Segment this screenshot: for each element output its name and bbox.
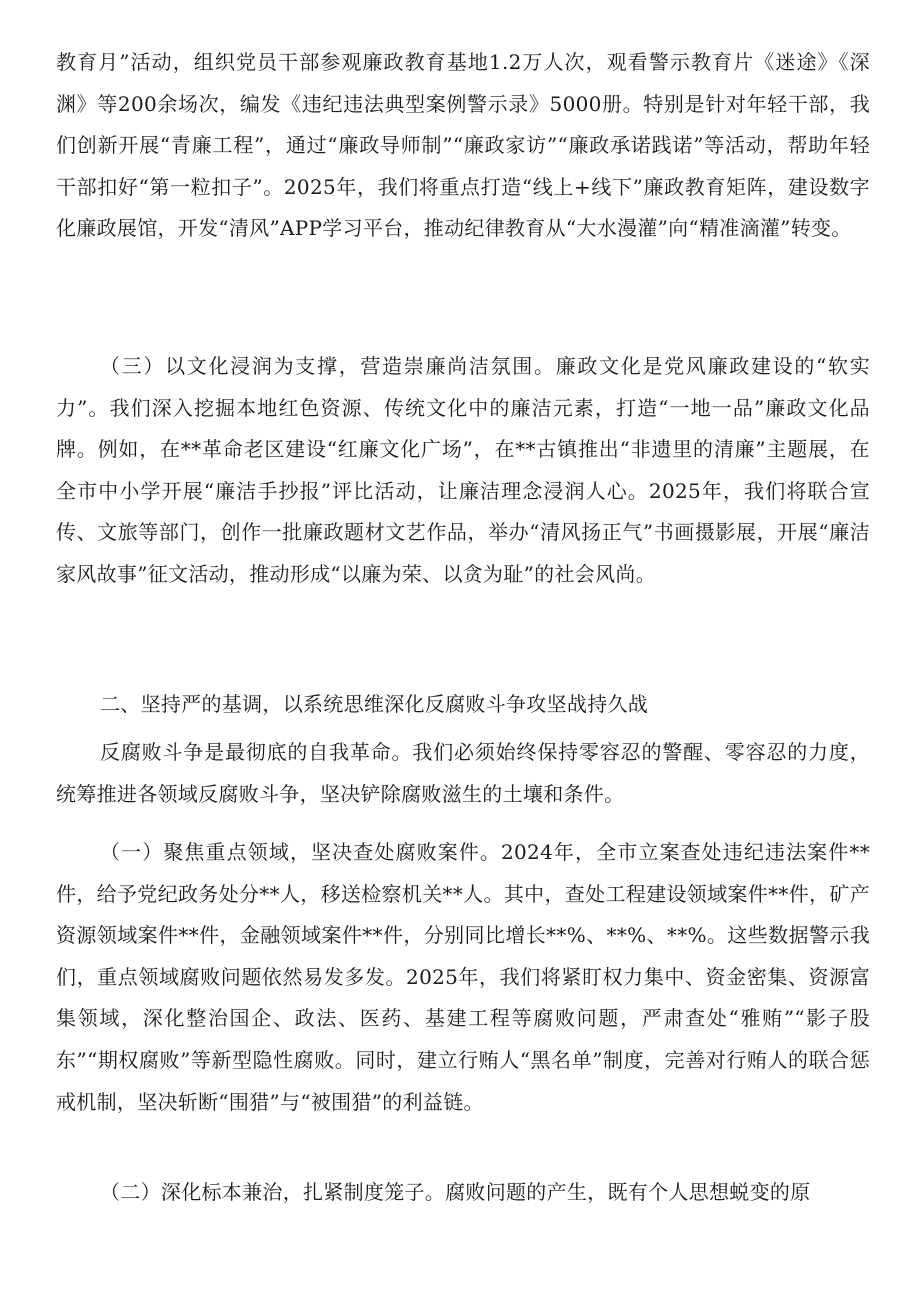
paragraph-key-areas: （一）聚焦重点领域，坚决查处腐败案件。2024年，全市立案查处违纪违法案件**件，给予党纪政务处分**人，移送检察机关**人。其中，查处工程建设领域案件**件，矿产资源领域案件**件，金融领域案件**件，分别同比增长**%、**%、**%。这些数据警示我们，重点领域腐败问题依然易发多发。2025年，我们将紧盯权力集中、资金密集、资源富集领域，深化整治国企、政法、医药、基建工程等腐败问题，严肃查处“雅贿”“影子股东”“期权腐败”等新型隐性腐败。同时，建立行贿人“黑名单”制度，完善对行贿人的联合惩戒机制，坚决斩断“围猎”与“被围猎”的利益链。 xyxy=(56,840,870,1114)
paragraph-root-causes: （二）深化标本兼治，扎紧制度笼子。腐败问题的产生，既有个人思想蜕变的原 xyxy=(100,1180,811,1204)
paragraph-education-month: 教育月”活动，组织党员干部参观廉政教育基地1.2万人次，观看警示教育片《迷途》《深渊》等200余场次，编发《违纪违法典型案例警示录》5000册。特别是针对年轻干部，我们创新开展“青廉工程”，通过“廉政导师制”“廉政家访”“廉政承诺践诺”等活动，帮助年轻干部扣好“第一粒扣子”。2025年，我们将重点打造“线上+线下”廉政教育矩阵，建设数字化廉政展馆，开发“清风”APP学习平台，推动纪律教育从“大水漫灌”向“精准滴灌”转变。 xyxy=(56,50,870,241)
section-heading-two: 二、坚持严的基调，以系统思维深化反腐败斗争攻坚战持久战 xyxy=(100,692,649,716)
paragraph-anti-corruption-intro: 反腐败斗争是最彻底的自我革命。我们必须始终保持零容忍的警醒、零容忍的力度，统筹推进各领域反腐败斗争，坚决铲除腐败滋生的土壤和条件。 xyxy=(56,740,870,806)
paragraph-culture-immersion: （三）以文化浸润为支撑，营造崇廉尚洁氛围。廉政文化是党风廉政建设的“软实力”。我们深入挖掘本地红色资源、传统文化中的廉洁元素，打造“一地一品”廉政文化品牌。例如，在**革命老区建设“红廉文化广场”，在**古镇推出“非遗里的清廉”主题展，在全市中小学开展“廉洁手抄报”评比活动，让廉洁理念浸润人心。2025年，我们将联合宣传、文旅等部门，创作一批廉政题材文艺作品，举办“清风扬正气”书画摄影展，开展“廉洁家风故事”征文活动，推动形成“以廉为荣、以贪为耻”的社会风尚。 xyxy=(56,354,870,586)
